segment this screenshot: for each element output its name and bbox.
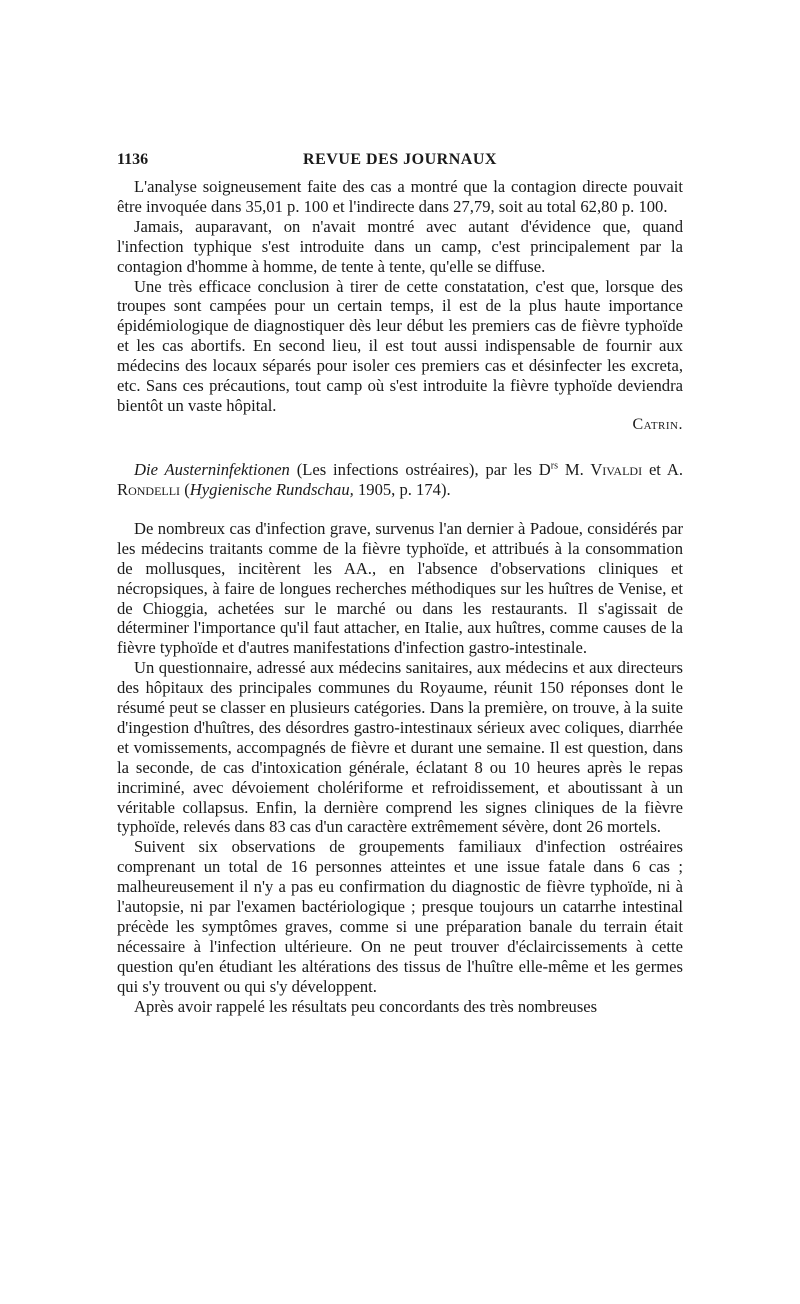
author-2: Rondelli (117, 479, 181, 499)
author-conjunction: et A. (648, 459, 683, 479)
spacer (117, 500, 683, 519)
running-title: REVUE DES JOURNAUX (303, 151, 497, 168)
doctors-superscript: rs (550, 460, 558, 472)
article-title: Die Austerninfektionen (134, 459, 290, 479)
paragraph: Après avoir rappelé les résultats peu concordants des très nombreuses (134, 996, 598, 1016)
paragraph: Jamais, auparavant, on n'avait montré avec autant d'évidence que, quand l'infection typhique s'est introduite dans un camp, c'est principalement par la contagion d'homme à homme, de tente à tente, qu'elle se diffuse. (117, 216, 683, 276)
paragraph (117, 277, 683, 416)
citation: 1905, p. 174). (357, 479, 451, 499)
signature: Catrin. (632, 415, 683, 433)
page-header (117, 151, 683, 177)
article-heading: Die Austerninfektionen (Les infections ostréaires), par les $D^{rs}$ M. Vivaldi et A. Rondelli (Hygienische Rundschau, 1905, p. 174). (117, 459, 683, 499)
paragraph: Un questionnaire, adressé aux médecins sanitaires, aux médecins et aux directeurs des hôpitaux des principales communes du Royaume, réunit 150 réponses dont le résumé peut se classer en plusieurs catégories. Dans la première, on trouve, à la suite d'ingestion d'huîtres, des désordres gastro-intestinaux sérieux avec coliques, diarrhée et vomissements, accompagnés de fièvre et durant une semaine. Il est question, dans la seconde, de cas d'intoxication générale, éclatant 8 ou 10 heures après le repas incriminé, avec dévoiement cholériforme et refroidissement, et aboutissant à un véritable collapsus. Enfin, la dernière comprend les signes cliniques de la fièvre typhoïde, relevés dans 83 cas d'un caractère extrêmement sévère, dont 26 mortels. (117, 658, 683, 837)
spacer (117, 434, 683, 460)
paragraph: Suivent six observations de groupements familiaux d'infection ostréaires comprenant un total de 16 personnes atteintes et une issue fatale dans 6 cas ; malheureusement il n'y a pas eu confirmation du diagnostic de fièvre typhoïde, ni à l'autopsie, ni par l'examen bactériologique ; presque toujours un catarrhe intestinal précède les symptômes graves, comme si une préparation banale du terrain était nécessaire à l'infection ultérieure. On ne peut trouver d'éclaircissements à cette question qu'en étudiant les altérations des tissus de l'huître elle-même et les germes qui s'y trouvent ou qui s'y développent. (117, 837, 683, 996)
journal-name: Hygienische Rundschau, (189, 479, 354, 499)
paragraph: L'analyse soigneusement faite des cas a montré que la contagion directe pouvait être invoquée dans 35,01 p. 100 et l'indirecte dans 27,79, soit au total 62,80 p. 100. (117, 177, 683, 216)
paragraph-text: Une très efficace conclusion à tirer de cette constatation, c'est que, lorsque des troupes sont campées pour un certain temps, il est de la plus haute importance épidémiologique de diagnostiquer dès leur début les premiers cas de fièvre typhoïde et les cas abortifs. En second lieu, il est tout aussi indispensable de fournir aux médecins des locaux séparés pour isoler ces premiers cas et désinfecter les excreta, etc. Sans ces précautions, tout camp où s'est introduite la fièvre typhoïde deviendra bientôt un vaste hôpital. (117, 276, 683, 415)
page (117, 151, 683, 1017)
author-1: M. Vivaldi (564, 459, 643, 479)
page-number: 1136 (117, 151, 149, 168)
signature-line (117, 416, 683, 434)
article-subtitle: (Les infections ostréaires), par les D (296, 459, 551, 479)
paragraph: De nombreux cas d'infection grave, survenus l'an dernier à Padoue, considérés par les médecins traitants comme de la fièvre typhoïde, et attribués à la consommation de mollusques, incitèrent les AA., en l'absence d'observations cliniques et nécropsiques, à faire de longues recherches méthodiques sur les huîtres de Venise, et de Chioggia, achetées sur le marché ou dans les restaurants. Il s'agissait de déterminer l'importance qu'il faut attacher, en Italie, aux huîtres, comme causes de la fièvre typhoïde et d'autres manifestations d'infection gastro-intestinale. (117, 518, 683, 658)
